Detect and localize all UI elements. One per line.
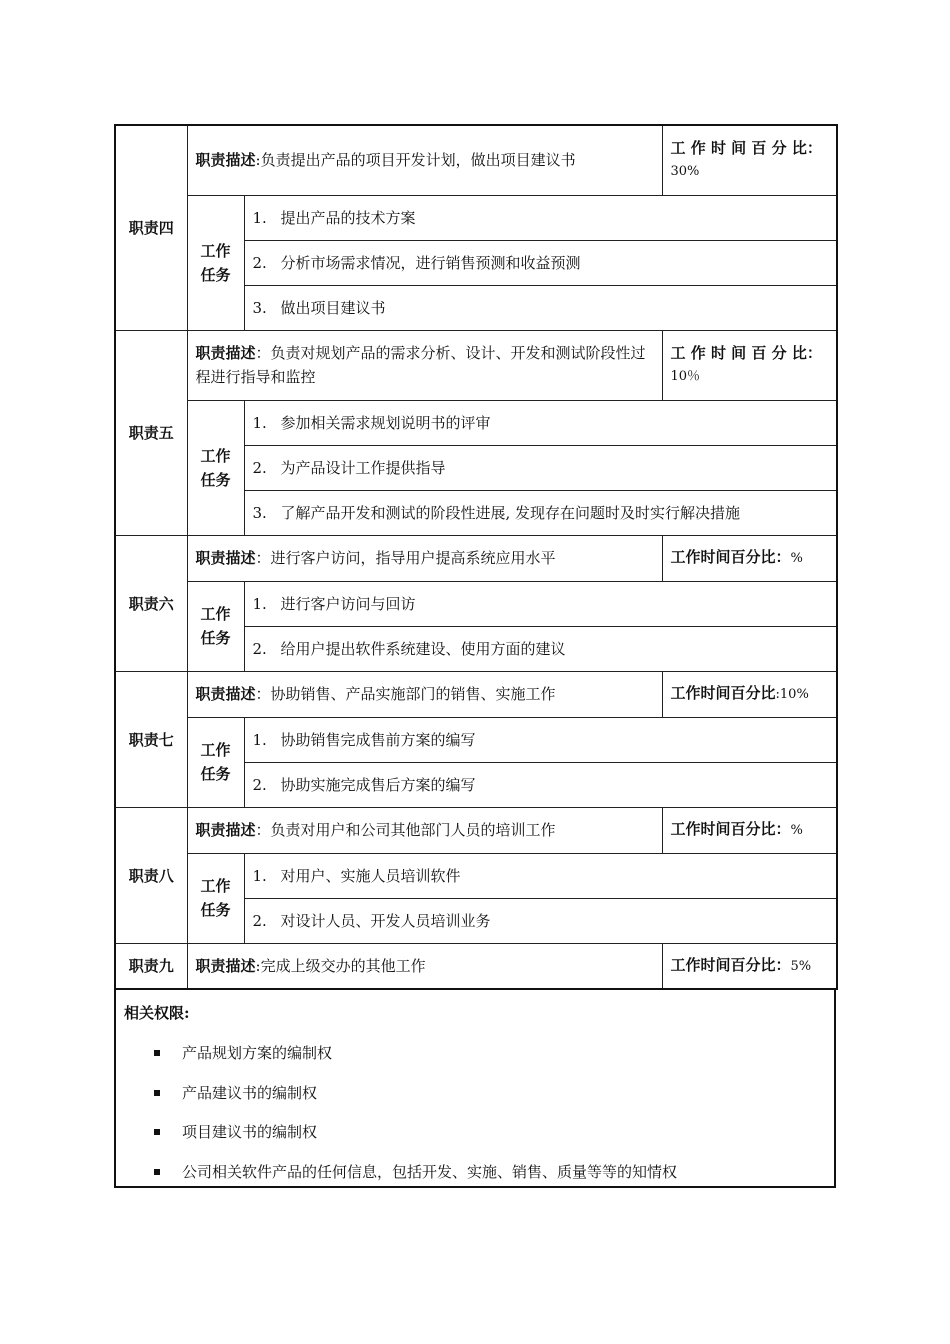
task-number: 1. — [252, 414, 267, 432]
task-text: 为产品设计工作提供指导 — [280, 459, 446, 477]
duty-name: 职责八 — [115, 807, 187, 943]
duties-table — [114, 124, 838, 990]
rights-list-item — [154, 1117, 677, 1157]
duty-name: 职责九 — [115, 943, 187, 989]
desc-sep: : — [255, 956, 261, 975]
task-text: 对用户、实施人员培训软件 — [280, 867, 461, 885]
task-number: 3. — [252, 504, 267, 522]
task-text: 进行客户访问与回访 — [280, 595, 416, 613]
desc-text: 负责对用户和公司其他部门人员的培训工作 — [270, 821, 556, 839]
pct-value: 10％ — [670, 369, 701, 384]
duty-description — [187, 330, 662, 400]
desc-text: 负责提出产品的项目开发计划，做出项目建议书 — [260, 151, 576, 170]
task-heading-line: 任务 — [200, 629, 231, 647]
task-item — [244, 626, 837, 671]
job-duties-document — [114, 124, 836, 1188]
task-text: 对设计人员、开发人员培训业务 — [280, 912, 491, 930]
duty-7-desc-row — [115, 671, 837, 717]
time-percentage — [662, 330, 837, 400]
task-number: 2. — [252, 640, 267, 658]
pct-label: 工作时间百分比 — [670, 684, 776, 702]
time-percentage — [662, 535, 837, 581]
task-item — [244, 853, 837, 898]
desc-label: 职责描述 — [195, 549, 256, 567]
duty-9-desc-row — [115, 943, 837, 989]
task-row — [115, 400, 837, 445]
rights-item-text: 产品规划方案的编制权 — [182, 1044, 333, 1062]
task-item — [244, 445, 837, 490]
desc-text: 协助销售、产品实施部门的销售、实施工作 — [270, 685, 556, 703]
task-number: 1. — [252, 209, 267, 227]
task-heading-line: 任务 — [200, 901, 231, 919]
desc-label: 职责描述 — [195, 956, 256, 975]
task-text: 提出产品的技术方案 — [280, 209, 416, 227]
task-heading — [187, 195, 244, 330]
task-text: 参加相关需求规划说明书的评审 — [280, 414, 491, 432]
time-percentage — [662, 807, 837, 853]
task-row — [115, 581, 837, 626]
desc-label: 职责描述 — [195, 344, 256, 362]
rights-list-item — [154, 1078, 677, 1118]
duty-description — [187, 943, 662, 989]
duty-name: 职责六 — [115, 535, 187, 671]
pct-label: 工作时间百分比： — [670, 548, 791, 566]
task-heading — [187, 853, 244, 943]
desc-text: 进行客户访问，指导用户提高系统应用水平 — [270, 549, 556, 567]
task-text: 了解产品开发和测试的阶段性进展, 发现存在问题时及时实行解决措施 — [280, 504, 741, 522]
duty-description — [187, 671, 662, 717]
task-text: 做出项目建议书 — [280, 299, 386, 317]
task-number: 2. — [252, 459, 267, 477]
pct-label: 工 作 时 间 百 分 比： — [670, 344, 822, 362]
square-bullet-icon — [154, 1090, 160, 1096]
task-heading-line: 工作 — [200, 446, 231, 465]
square-bullet-icon — [154, 1050, 160, 1056]
pct-value: 30% — [670, 164, 700, 180]
duty-6-desc-row — [115, 535, 837, 581]
desc-text: 负责对规划产品的需求分析、设计、开发和测试阶段性过程进行指导和监控 — [195, 344, 646, 386]
pct-label: 工作时间百分比： — [670, 955, 791, 974]
pct-value: :10% — [775, 687, 809, 702]
desc-sep: ： — [255, 821, 271, 839]
task-text: 协助实施完成售后方案的编写 — [280, 776, 476, 794]
task-item — [244, 717, 837, 762]
duty-name: 职责四 — [115, 125, 187, 330]
task-heading — [187, 400, 244, 535]
task-item — [244, 898, 837, 943]
time-percentage — [662, 943, 837, 989]
task-heading — [187, 717, 244, 807]
task-item — [244, 581, 837, 626]
task-item — [244, 490, 837, 535]
task-item — [244, 285, 837, 330]
desc-text: 完成上级交办的其他工作 — [260, 956, 426, 975]
rights-list-item — [154, 1038, 677, 1078]
desc-label: 职责描述 — [195, 821, 256, 839]
time-percentage — [662, 671, 837, 717]
task-heading-line: 工作 — [200, 877, 231, 895]
desc-sep: ： — [255, 685, 271, 703]
task-item — [244, 195, 837, 240]
task-heading-line: 工作 — [200, 241, 231, 260]
desc-sep: : — [255, 151, 261, 170]
desc-sep: ： — [255, 549, 271, 567]
duty-description — [187, 535, 662, 581]
task-number: 1. — [252, 595, 267, 613]
task-row — [115, 195, 837, 240]
task-number: 2. — [252, 776, 267, 794]
rights-item-text: 公司相关软件产品的任何信息，包括开发、实施、销售、质量等等的知情权 — [182, 1162, 678, 1181]
task-text: 分析市场需求情况，进行销售预测和收益预测 — [280, 254, 581, 272]
task-heading-line: 任务 — [200, 265, 231, 284]
duty-description — [187, 125, 662, 195]
duty-5-desc-row — [115, 330, 837, 400]
task-number: 2. — [252, 912, 267, 930]
task-heading-line: 工作 — [200, 605, 231, 623]
rights-title: 相关权限: — [124, 1004, 190, 1022]
pct-value: 5% — [790, 958, 812, 974]
time-percentage — [662, 125, 837, 195]
task-number: 2. — [252, 254, 267, 272]
task-heading-line: 任务 — [200, 470, 231, 489]
task-item — [244, 762, 837, 807]
task-item — [244, 240, 837, 285]
duty-name: 职责五 — [115, 330, 187, 535]
related-rights-section — [114, 990, 836, 1188]
task-heading-line: 任务 — [200, 765, 231, 783]
task-heading — [187, 581, 244, 671]
duty-name: 职责七 — [115, 671, 187, 807]
duty-4-desc-row — [115, 125, 837, 195]
task-number: 3. — [252, 299, 267, 317]
rights-item-text: 项目建议书的编制权 — [182, 1123, 318, 1141]
task-number: 1. — [252, 867, 267, 885]
task-item — [244, 400, 837, 445]
task-row — [115, 717, 837, 762]
square-bullet-icon — [154, 1169, 160, 1175]
desc-sep: ： — [255, 344, 271, 362]
task-text: 协助销售完成售前方案的编写 — [280, 731, 476, 749]
desc-label: 职责描述 — [195, 685, 256, 703]
pct-label: 工作时间百分比： — [670, 820, 791, 838]
duty-description — [187, 807, 662, 853]
pct-label: 工 作 时 间 百 分 比： — [670, 139, 822, 158]
task-row — [115, 853, 837, 898]
rights-item-text: 产品建议书的编制权 — [182, 1083, 318, 1102]
rights-list-item — [154, 1157, 677, 1197]
pct-value: % — [790, 551, 803, 566]
rights-list — [154, 1038, 677, 1196]
task-number: 1. — [252, 731, 267, 749]
task-heading-line: 工作 — [200, 741, 231, 759]
duty-8-desc-row — [115, 807, 837, 853]
square-bullet-icon — [154, 1129, 160, 1135]
desc-label: 职责描述 — [195, 151, 256, 170]
task-text: 给用户提出软件系统建设、使用方面的建议 — [280, 640, 566, 658]
pct-value: % — [790, 823, 803, 838]
